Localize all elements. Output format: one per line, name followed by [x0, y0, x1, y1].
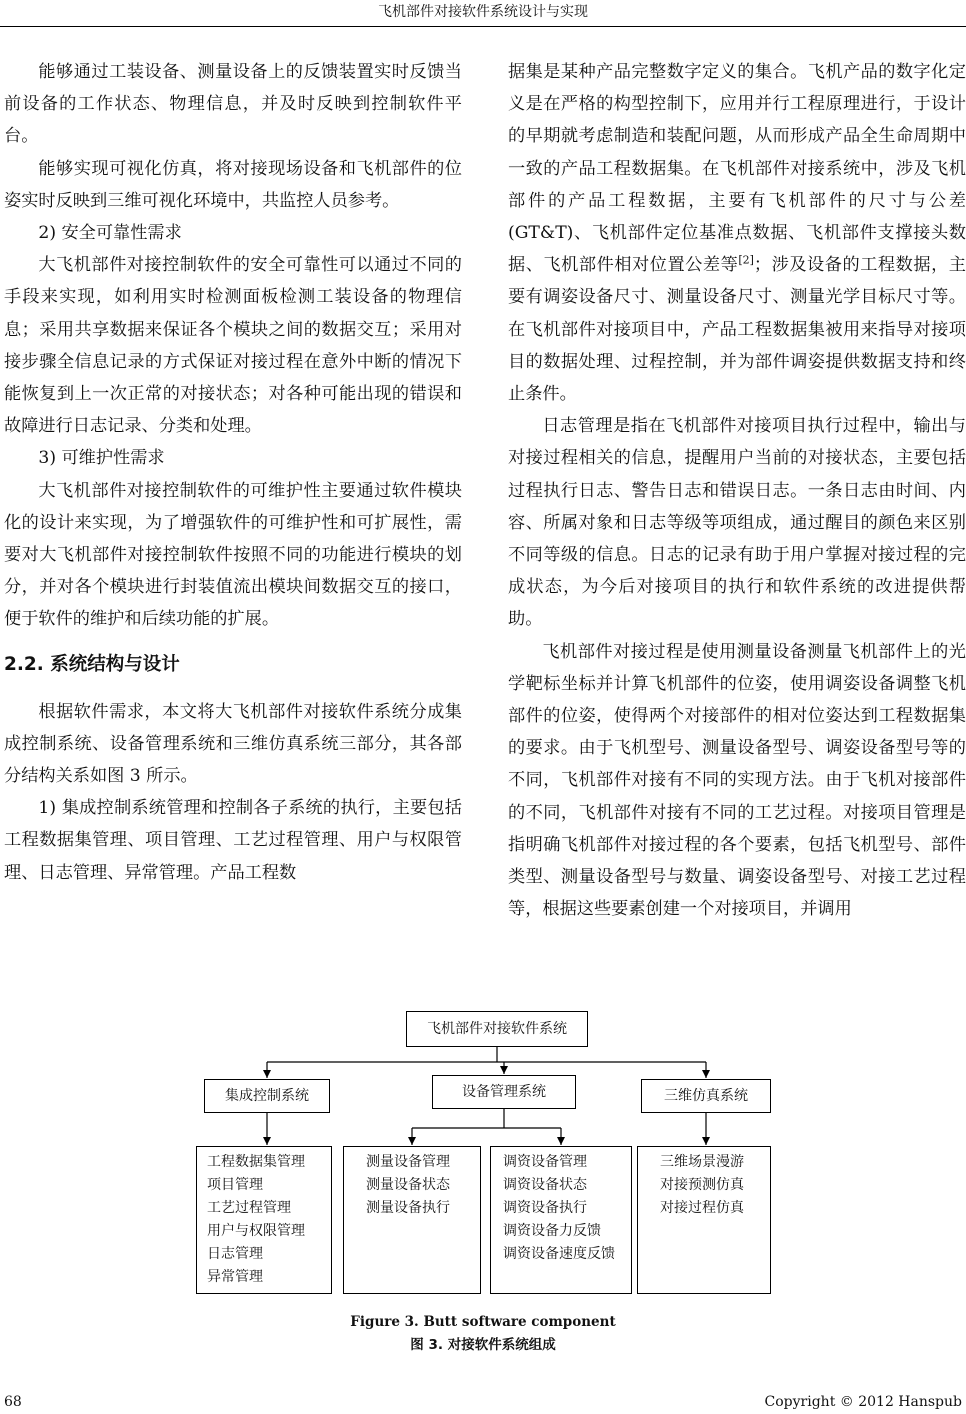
running-header: 飞机部件对接软件系统设计与实现 [0, 0, 966, 27]
module-item: 调资设备速度反馈 [503, 1246, 615, 1262]
paragraph-text: ；涉及设备的工程数据，主要有调姿设备尺寸、测量设备尺寸、测量光学目标尺寸等。在飞机部件对接项目中，产品工程数据集被用来指导对接项目的数据处理、过程控制，并为部件调姿提供数据支持和终止条件。 [508, 255, 966, 405]
paragraph: 飞机部件对接过程是使用测量设备测量飞机部件上的光学靶标坐标并计算飞机部件的位姿，使用调姿设备调整飞机部件的位姿，使得两个对接部件的相对位姿达到工程数据集的要求。由于飞机型号、测量设备型号、调姿设备型号等的不同，飞机部件对接有不同的实现方法。由于飞机对接部件的不同，飞机部件对接有不同的工艺过程。对接项目管理是指明确飞机部件对接过程的各个要素，包括飞机型号、部件类型、测量设备型号与数量、调姿设备型号、对接工艺过程等，根据这些要素创建一个对接项目，并调用 [508, 641, 966, 920]
module-item: 项目管理 [207, 1177, 263, 1193]
citation-link[interactable]: [2] [738, 253, 754, 267]
module-item: 三维场景漫游 [660, 1154, 744, 1170]
paragraph: 能够实现可视化仿真，将对接现场设备和飞机部件的位姿实时反映到三维可视化环境中，共监控人员参考。 [4, 158, 462, 211]
integrated-control-box: 集成控制系统 [204, 1079, 330, 1113]
paragraph: 根据软件需求，本文将大飞机部件对接软件系统分成集成控制系统、设备管理系统和三维仿真系统三部分，其各部分结构关系如图 3 所示。 [4, 701, 462, 787]
module-item: 调资设备力反馈 [503, 1223, 601, 1239]
system-structure-diagram [0, 1000, 966, 1300]
page-number: 68 [4, 1394, 22, 1410]
module-item: 用户与权限管理 [207, 1223, 305, 1239]
paragraph-text: 据集是某种产品完整数字定义的集合。飞机产品的数字化定义是在严格的构型控制下，应用并行工程原理进行，于设计的早期就考虑制造和装配问题，从而形成产品全生命周期中一致的产品工程数据集。在飞机部件对接系统中，涉及飞机部件的产品工程数据，主要有飞机部件的尺寸与公差(GT&T)、飞机部件定位基准点数据、飞机部件支撑接头数据、飞机部件相对位置公差等 [508, 62, 966, 276]
module-item: 对接预测仿真 [660, 1177, 744, 1193]
right-column [508, 56, 966, 925]
paragraph: 大飞机部件对接控制软件的安全可靠性可以通过不同的手段来实现，如利用实时检测面板检测工装设备的物理信息；采用共享数据来保证各个模块之间的数据交互；采用对接步骤全信息记录的方式保证对接过程在意外中断的情况下能恢复到上一次正常的对接状态；对各种可能出现的错误和故障进行日志记录、分类和处理。 [4, 255, 462, 437]
paragraph: 1) 集成控制系统管理和控制各子系统的执行，主要包括工程数据集管理、项目管理、工艺过程管理、用户与权限管理、日志管理、异常管理。产品工程数 [4, 798, 462, 883]
section-title: 2.2. 系统结构与设计 [4, 653, 180, 675]
paragraph [508, 56, 966, 410]
measurement-modules [343, 1146, 481, 1294]
root-system-box: 飞机部件对接软件系统 [406, 1011, 588, 1047]
figure-caption-zh: 图 3. 对接软件系统组成 [410, 1337, 556, 1353]
simulation-modules [637, 1146, 771, 1294]
module-item: 调资设备状态 [503, 1177, 587, 1193]
device-management-box: 设备管理系统 [432, 1075, 576, 1109]
module-item: 工艺过程管理 [207, 1200, 291, 1216]
paragraph: 大飞机部件对接控制软件的可维护性主要通过软件模块化的设计来实现，为了增强软件的可维护性和可扩展性，需要对大飞机部件对接控制软件按照不同的功能进行模块的划分，并对各个模块进行封装值流出模块间数据交互的接口，便于软件的维护和后续功能的扩展。 [4, 480, 462, 630]
paragraph: 日志管理是指在飞机部件对接项目执行过程中，输出与对接过程相关的信息，提醒用户当前的对接状态，主要包括过程执行日志、警告日志和错误日志。一条日志由时间、内容、所属对象和日志等级等项组成，通过醒目的颜色来区别不同等级的信息。日志的记录有助于用户掌握对接过程的完成状态，为今后对接项目的执行和软件系统的改进提供帮助。 [508, 416, 966, 630]
module-item: 测量设备状态 [366, 1177, 450, 1193]
module-item: 日志管理 [207, 1246, 263, 1262]
list-item-heading: 3) 可维护性需求 [38, 448, 165, 469]
paragraph: 能够通过工装设备、测量设备上的反馈装置实时反馈当前设备的工作状态、物理信息，并及时反映到控制软件平台。 [4, 62, 462, 147]
figure-caption-en: Figure 3. Butt software component [350, 1314, 616, 1330]
pose-adjustment-modules [490, 1146, 632, 1294]
module-item: 异常管理 [207, 1269, 263, 1285]
module-item: 对接过程仿真 [660, 1200, 744, 1216]
module-item: 调资设备管理 [503, 1154, 587, 1170]
module-item: 调资设备执行 [503, 1200, 587, 1216]
copyright-notice: Copyright © 2012 Hanspub [764, 1394, 962, 1410]
list-item-heading: 2) 安全可靠性需求 [38, 223, 182, 244]
simulation-box: 三维仿真系统 [641, 1079, 771, 1113]
module-item: 测量设备管理 [366, 1154, 450, 1170]
module-item: 工程数据集管理 [207, 1154, 305, 1170]
module-item: 测量设备执行 [366, 1200, 450, 1216]
integrated-control-modules [196, 1146, 332, 1294]
left-column [4, 56, 462, 889]
